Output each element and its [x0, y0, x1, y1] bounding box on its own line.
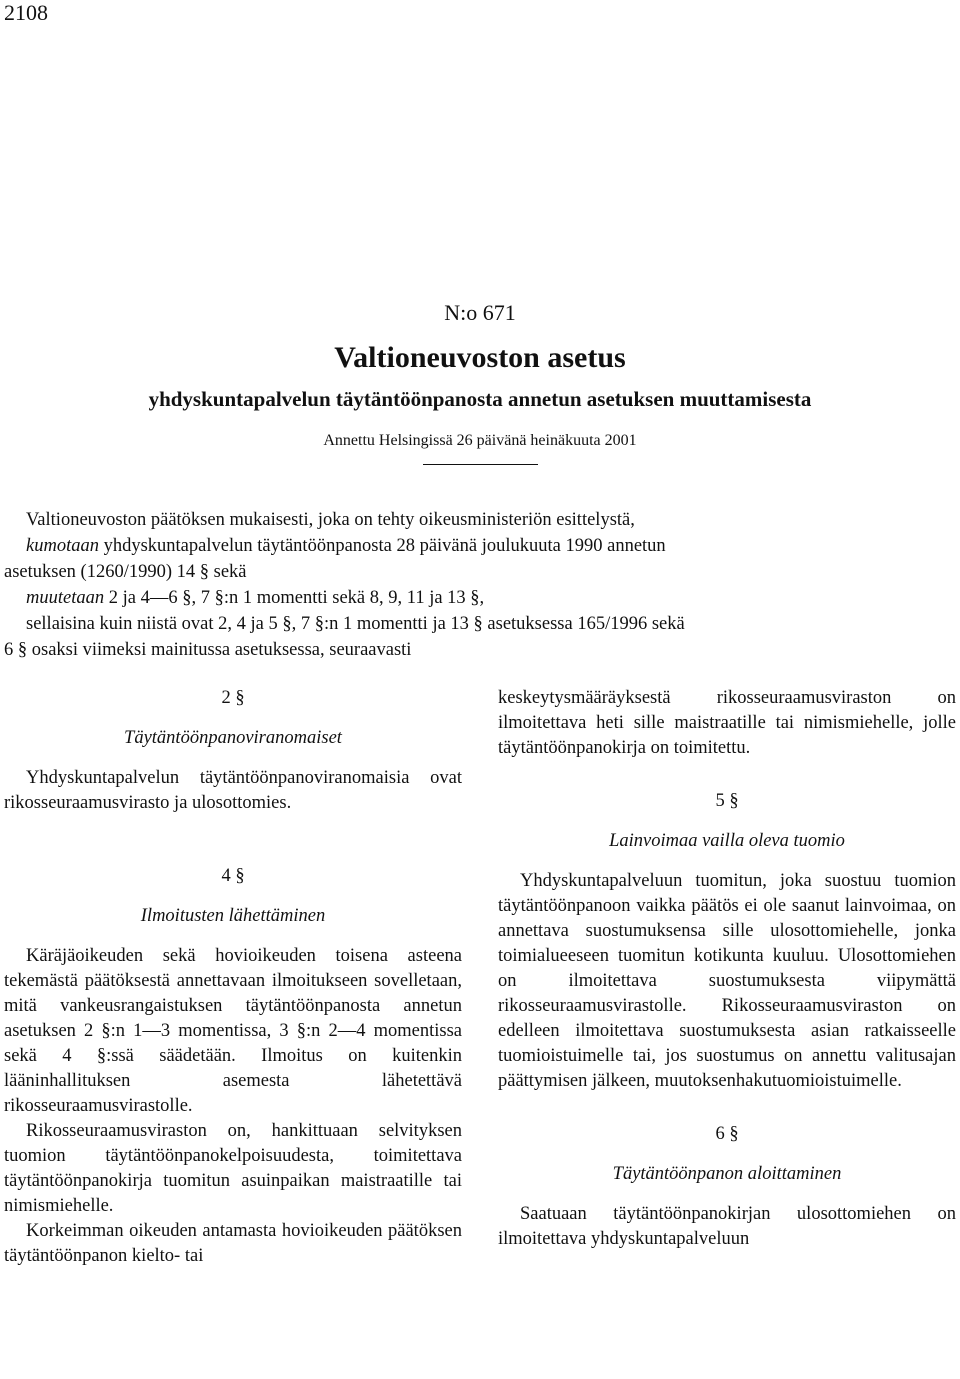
document-title: Valtioneuvoston asetus	[334, 341, 626, 374]
document-header	[0, 300, 960, 465]
section-number: 2 §	[221, 688, 245, 708]
section-paragraph: Yhdyskuntapalveluun tuomitun, joka suostuu tuomion täytäntöönpanoon vaikka päätös ei ole saanut lainvoimaa, on annettava suostumuksensa sille ulosottomiehelle, jonka toimialueeseen tuomitun kotikunta kuuluu. Ulosottomiehen on ilmoitettava suostumuksesta viipymättä rikosseuraamusvirastolle. Rikosseuraamusviraston on edelleen ilmoitettava suostumuksesta asian ratkaisseelle tuomioistuimelle tai, jos suostumus on annettu valitusajan päättymisen jälkeen, muutoksenhakutuomioistuimelle.	[498, 871, 956, 1091]
section-paragraph: Rikosseuraamusviraston on, hankittuaan selvityksen tuomion täytäntöönpanokelpoisuudesta, toimitettava täytäntöönpanokirja tuomitun asuinpaikan maistraatille tai nimismiehelle.	[4, 1121, 462, 1216]
section-paragraph: Saatuaan täytäntöönpanokirjan ulosottomiehen on ilmoitettava yhdyskuntapalveluun	[498, 1204, 956, 1249]
section-paragraph-continued: keskeytysmääräyksestä rikosseuraamusviraston on ilmoitettava heti sille maistraatille tai nimismiehelle, jolle täytäntöönpanokirja on toimitettu.	[498, 688, 956, 758]
page-number: 2108	[4, 0, 48, 25]
section-paragraph: Käräjäoikeuden sekä hovioikeuden toisena asteena tekemästä päätöksestä annettavaan ilmoitukseen sovelletaan, mitä vankeusrangaistuksen täytäntöönpanosta annetun asetuksen 2 §:n 1—3 momentissa, 3 §:n 2—4 momentissa sekä 4 §:ssä säädetään. Ilmoitus on kuitenkin lääninhallituksen asemesta lähetettävä rikosseuraamusvirastolle.	[4, 946, 462, 1116]
preamble-line: muutetaan 2 ja 4—6 §, 7 §:n 1 momentti sekä 8, 9, 11 ja 13 §,	[26, 588, 485, 608]
amend-keyword: muutetaan	[26, 588, 105, 608]
given-date: Annettu Helsingissä 26 päivänä heinäkuuta 2001	[323, 432, 637, 449]
left-column	[4, 686, 462, 1269]
section-paragraph: Korkeimman oikeuden antamasta hovioikeuden päätöksen täytäntöönpanon kielto- tai	[4, 1221, 462, 1266]
statute-number: N:o 671	[444, 300, 516, 325]
document-subtitle: yhdyskuntapalvelun täytäntöönpanosta annetun asetuksen muuttamisesta	[148, 387, 812, 411]
preamble	[4, 507, 958, 663]
section-paragraph: Yhdyskuntapalvelun täytäntöönpanoviranomaisia ovat rikosseuraamusvirasto ja ulosottomies.	[4, 768, 462, 813]
section-heading: Täytäntöönpanoviranomaiset	[124, 728, 342, 748]
section-heading: Ilmoitusten lähettäminen	[140, 906, 326, 926]
right-column	[498, 686, 956, 1252]
section-heading: Täytäntöönpanon aloittaminen	[612, 1164, 842, 1184]
section-heading: Lainvoimaa vailla oleva tuomio	[609, 831, 845, 851]
preamble-line: sellaisina kuin niistä ovat 2, 4 ja 5 §, 7 §:n 1 momentti ja 13 § asetuksessa 165/1996 sekä	[26, 614, 685, 634]
preamble-line: asetuksen (1260/1990) 14 § sekä	[4, 562, 247, 582]
preamble-line: Valtioneuvoston päätöksen mukaisesti, joka on tehty oikeusministeriön esittelystä,	[26, 510, 635, 530]
section-number: 5 §	[715, 791, 739, 811]
section-number: 4 §	[221, 866, 245, 886]
header-divider	[423, 464, 538, 465]
repeal-keyword: kumotaan	[26, 536, 99, 556]
preamble-line: 6 § osaksi viimeksi mainitussa asetuksessa, seuraavasti	[4, 640, 412, 660]
section-number: 6 §	[715, 1124, 739, 1144]
preamble-line: kumotaan yhdyskuntapalvelun täytäntöönpanosta 28 päivänä joulukuuta 1990 annetun	[26, 536, 666, 556]
